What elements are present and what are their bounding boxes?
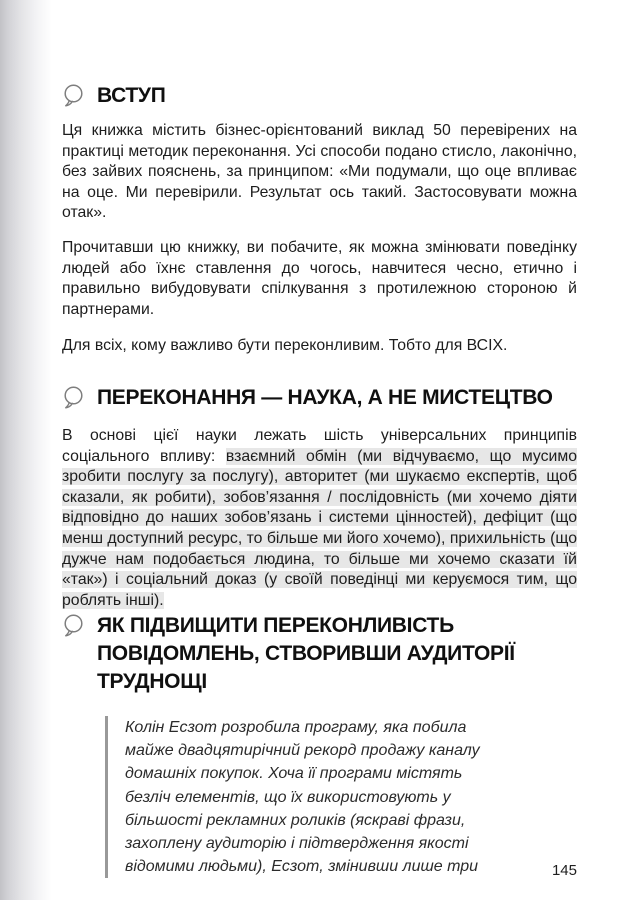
speech-bubble-icon	[62, 83, 86, 109]
paragraph-principles	[62, 426, 577, 611]
highlighted-text: взаємний обмін (ми відчуваємо, що мусимо зробити послугу за послугу), авторитет (ми шукаємо експертів, щоб сказали, як робити), зобов’язання / послідовність (ми хочемо діяти відповідно до наших зобов’язань і системи цінностей), дефіцит (що менш доступний ресурс, то більше ми його хочемо), прихильність (що дужче нам подобається людина, то більше ми хочемо сказати їй «так») і соціальний доказ (у своїй поведінці ми керуємося тим, що роблять інші).	[62, 447, 578, 609]
heading-text-line: ТРУДНОЩІ	[97, 670, 207, 693]
speech-bubble-icon	[62, 613, 86, 639]
page-spine-shadow	[0, 0, 52, 900]
paragraph-text-plain: В основі цієї науки лежать шість універсальних принципів соціального впливу:	[62, 427, 577, 465]
paragraph-intro-2: Прочитавши цю книжку, ви побачите, як можна змінювати поведінку людей або їхнє ставлення до чогось, навчитеся чесно, етично і правильно вибудовувати спілкування з протилежною стороною й партнерами.	[62, 239, 577, 318]
section-heading-science	[62, 384, 582, 412]
page-number: 145	[551, 862, 577, 879]
section-heading-intro	[62, 82, 582, 110]
heading-text-line: ПОВІДОМЛЕНЬ, СТВОРИВШИ АУДИТОРІЇ	[97, 642, 515, 665]
blockquote	[105, 716, 500, 878]
paragraph-intro-3: Для всіх, кому важливо бути переконливим. Тобто для ВСІХ.	[62, 337, 508, 354]
heading-text: ПЕРЕКОНАННЯ — НАУКА, А НЕ МИСТЕЦТВО	[97, 386, 553, 409]
blockquote-text: Колін Есзот розробила програму, яка побила майже двадцятирічний рекорд продажу каналу домашніх покупок. Хоча її програми містять безліч елементів, що їх використовують у більшості рекламних роликів (яскраві фрази, захоплену аудиторію і підтвердження якості відомими людьми), Есзот, змінивши лише три	[125, 719, 480, 876]
section-heading-difficulties	[62, 612, 582, 696]
heading-text-line: ЯК ПІДВИЩИТИ ПЕРЕКОНЛИВІСТЬ	[97, 614, 454, 637]
paragraph-intro-1: Ця книжка містить бізнес-орієнтований виклад 50 перевірених на практиці методик переконання. Усі способи подано стисло, лаконічно, без зайвих пояснень, за принципом: «Ми подумали, що оце впливає на оце. Ми перевірили. Результат ось такий. Застосовувати можна отак».	[62, 122, 577, 222]
heading-text: ВСТУП	[97, 84, 166, 107]
speech-bubble-icon	[62, 385, 86, 411]
